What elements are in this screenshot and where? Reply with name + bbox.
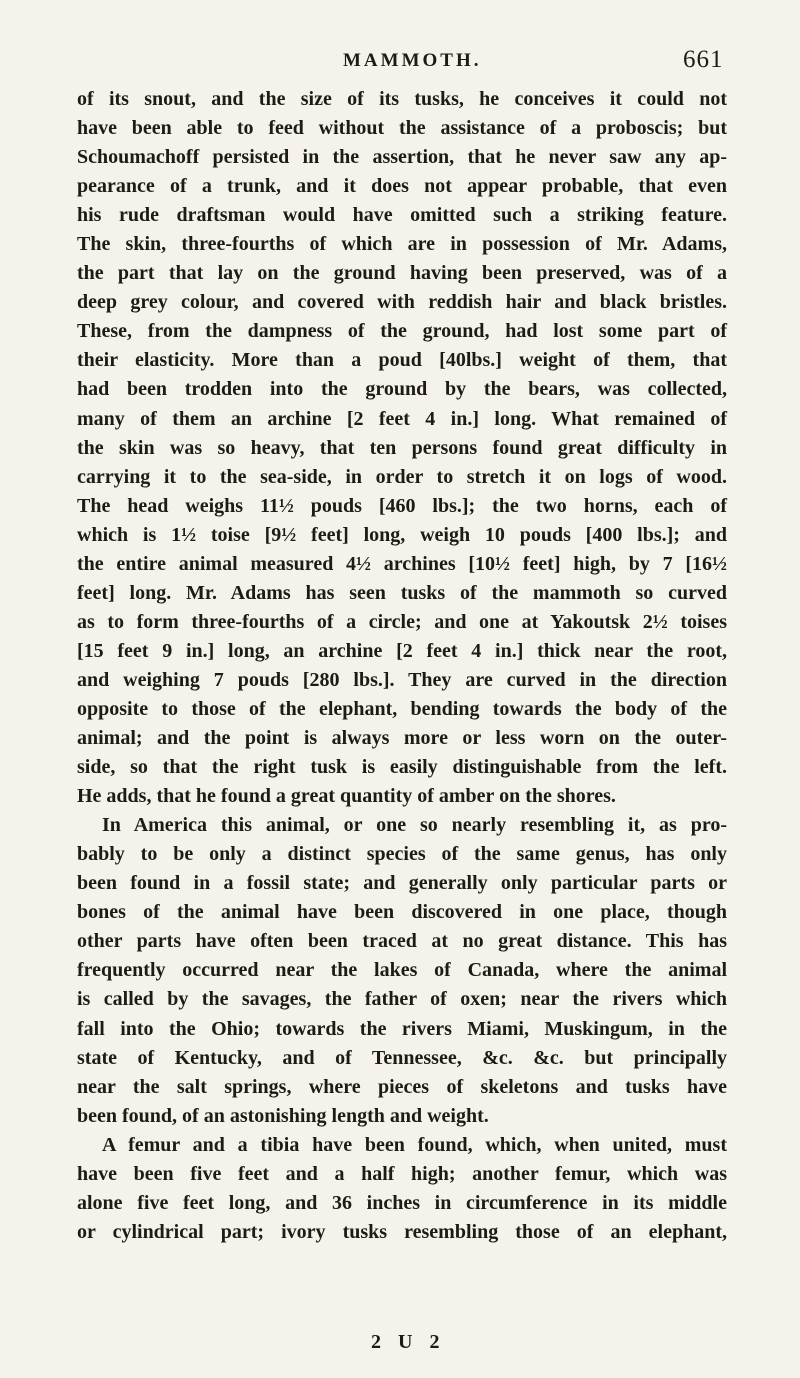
text-line: the entire animal measured 4½ archines [10½ feet] high, by 7 [16½ xyxy=(77,552,727,575)
text-line: pearance of a trunk, and it does not appear probable, that even xyxy=(77,175,727,198)
text-line: other parts have often been traced at no great distance. This has xyxy=(77,930,727,953)
text-line: frequently occurred near the lakes of Canada, where the animal xyxy=(77,959,727,982)
text-line: animal; and the point is always more or less worn on the outer- xyxy=(77,727,727,750)
text-line: state of Kentucky, and of Tennessee, &c. &c. but principally xyxy=(77,1046,727,1069)
text-line: carrying it to the sea-side, in order to stretch it on logs of wood. xyxy=(77,465,727,488)
text-line: The head weighs 11½ pouds [460 lbs.]; the two horns, each of xyxy=(77,494,727,517)
text-line: A femur and a tibia have been found, which, when united, must xyxy=(102,1133,727,1156)
text-line: his rude draftsman would have omitted such a striking feature. xyxy=(77,204,727,227)
page-header xyxy=(0,46,800,86)
page-number: 661 xyxy=(683,46,724,73)
text-line: of its snout, and the size of its tusks, he conceives it could not xyxy=(77,88,727,110)
text-line: alone five feet long, and 36 inches in circumference in its middle xyxy=(77,1191,727,1214)
text-line: opposite to those of the elephant, bending towards the body of the xyxy=(77,697,727,720)
signature-mark: 2 U 2 xyxy=(371,1331,446,1353)
text-line: had been trodden into the ground by the bears, was collected, xyxy=(77,378,727,401)
text-line: or cylindrical part; ivory tusks resembling those of an elephant, xyxy=(77,1220,727,1243)
text-line: the part that lay on the ground having been preserved, was of a xyxy=(77,262,727,285)
text-line: Schoumachoff persisted in the assertion, that he never saw any ap- xyxy=(77,146,727,169)
text-line: been found, of an astonishing length and weight. xyxy=(77,1104,489,1127)
text-line: The skin, three-fourths of which are in possession of Mr. Adams, xyxy=(77,233,727,256)
text-line: the skin was so heavy, that ten persons found great difficulty in xyxy=(77,436,727,459)
text-line: which is 1½ toise [9½ feet] long, weigh 10 pouds [400 lbs.]; and xyxy=(77,523,727,546)
text-line: In America this animal, or one so nearly resembling it, as pro- xyxy=(102,814,727,837)
text-line: fall into the Ohio; towards the rivers Miami, Muskingum, in the xyxy=(77,1017,727,1040)
text-line: their elasticity. More than a poud [40lbs.] weight of them, that xyxy=(77,349,727,372)
text-line: These, from the dampness of the ground, had lost some part of xyxy=(77,320,727,343)
text-line: [15 feet 9 in.] long, an archine [2 feet 4 in.] thick near the root, xyxy=(77,639,727,662)
text-line: many of them an archine [2 feet 4 in.] long. What remained of xyxy=(77,407,727,430)
text-line: side, so that the right tusk is easily distinguishable from the left. xyxy=(77,756,727,779)
text-line: and weighing 7 pouds [280 lbs.]. They are curved in the direction xyxy=(77,668,727,691)
text-line: been found in a fossil state; and generally only particular parts or xyxy=(77,872,727,895)
text-line: deep grey colour, and covered with reddish hair and black bristles. xyxy=(77,291,727,314)
text-line: He adds, that he found a great quantity of amber on the shores. xyxy=(77,785,616,808)
text-line: near the salt springs, where pieces of skeletons and tusks have xyxy=(77,1075,727,1098)
body-text xyxy=(77,85,727,1247)
text-line: as to form three-fourths of a circle; and one at Yakoutsk 2½ toises xyxy=(77,610,727,633)
text-line: have been able to feed without the assistance of a proboscis; but xyxy=(77,117,727,140)
text-line: bones of the animal have been discovered in one place, though xyxy=(77,901,727,924)
running-head: MAMMOTH. xyxy=(343,50,482,71)
text-line: is called by the savages, the father of oxen; near the rivers which xyxy=(77,988,727,1011)
text-line: have been five feet and a half high; another femur, which was xyxy=(77,1162,727,1185)
text-line: bably to be only a distinct species of the same genus, has only xyxy=(77,843,727,866)
text-line: feet] long. Mr. Adams has seen tusks of the mammoth so curved xyxy=(77,581,727,604)
